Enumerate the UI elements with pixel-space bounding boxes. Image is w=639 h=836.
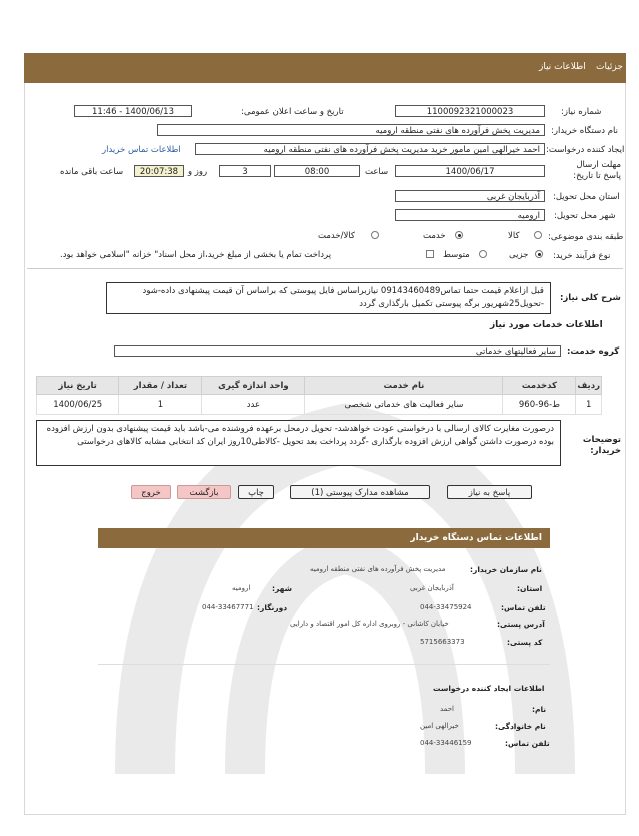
contact-postal-value: 5715663373 <box>420 638 465 646</box>
contact-fax-label: دورنگار: <box>257 603 288 612</box>
attachments-button[interactable]: مشاهده مدارک پیوستی (1) <box>290 485 430 499</box>
radio-medium-label: متوسط <box>443 250 470 260</box>
deadline-date-field: 1400/06/17 <box>395 165 545 177</box>
announce-field: 1400/06/13 - 11:46 <box>74 105 192 117</box>
services-section-title: اطلاعات خدمات مورد نیاز <box>490 320 603 330</box>
col-header: تاریخ نیاز <box>37 377 119 395</box>
table-cell: ط-96-960 <box>503 395 576 415</box>
need-number-field: 1100092321000023 <box>395 105 545 117</box>
service-group-field: سایر فعالیتهای خدماتی <box>114 345 561 357</box>
tab-need-info[interactable]: اطلاعات نیاز <box>539 62 586 72</box>
col-header: نام خدمت <box>305 377 503 395</box>
deadline-label: مهلت ارسال پاسخ تا تاریخ: <box>573 160 621 181</box>
contact-phone-value: 044-33475924 <box>420 603 472 611</box>
table-cell: 1 <box>119 395 202 415</box>
contact-city-label: شهر: <box>272 584 292 593</box>
col-header: کدخدمت <box>503 377 576 395</box>
radio-goods[interactable] <box>534 231 542 239</box>
service-group-label: گروه خدمت: <box>567 347 620 357</box>
process-label: نوع فرآیند خرید: <box>553 251 611 261</box>
tab-details[interactable]: جزئیات <box>596 62 623 72</box>
table-header-row <box>37 377 602 395</box>
print-button[interactable]: چاپ <box>238 485 274 499</box>
buyer-org-field: مدیریت پخش فرآورده های نفتی منطقه ارومیه <box>157 124 545 136</box>
creator-family-label: نام خانوادگی: <box>495 722 546 731</box>
creator-field: احمد خیرالهی امین مامور خرید مدیریت پخش فرآورده های نفتی منطقه ارومیه <box>195 143 545 155</box>
need-number-label: شماره نیاز: <box>561 107 602 117</box>
contact-fax-value: 044-33467771 <box>202 603 254 611</box>
radio-partial[interactable] <box>535 250 543 258</box>
table-cell: سایر فعالیت های خدماتی شخصی <box>305 395 503 415</box>
contact-org-label: نام سازمان خریدار: <box>470 565 542 574</box>
time-label: ساعت <box>365 167 389 177</box>
buyer-notes-box: درصورت مغایرت کالای ارسالی با درخواستی عودت خواهدشد- تحویل درمحل برعهده فروشنده می-باشد باید قیمت پیشنهادی بدون ارزش افزوده بوده درصورت داشتن گواهی ارزش افزوده بارگذاری -گردد پرداخت بعد تحویل -کالاطی10روز ایران کد انتخابی مشابه کالاهای درخواستی <box>36 420 561 466</box>
remaining-label: ساعت باقی مانده <box>60 167 124 177</box>
payment-note: پرداخت تمام یا بخشی از مبلغ خرید،از محل اسناد" خزانه "اسلامی خواهد بود. <box>60 250 332 260</box>
creator-label: ایجاد کننده درخواست: <box>546 145 625 155</box>
creator-family-value: خیرالهی امین <box>420 722 459 730</box>
creator-phone-label: تلفن تماس: <box>505 739 550 748</box>
general-desc-box: قبل ازاعلام قیمت حتما تماس09143460489 نیازبراساس فایل پیوستی که براساس آن قیمت پیشنهادی داده-شود -تحویل25شهریور برگه پیوستی تکمیل بارگذاری گردد <box>106 282 551 314</box>
table-cell: عدد <box>202 395 305 415</box>
deadline-time-field: 08:00 <box>274 165 360 177</box>
province-field: آذربایجان غربی <box>395 190 545 202</box>
buyer-org-label: نام دستگاه خریدار: <box>551 126 618 136</box>
table-cell: 1 <box>576 395 602 415</box>
creator-name-value: احمد <box>440 705 454 713</box>
contact-province-value: آذربایجان غربی <box>410 584 454 592</box>
creator-phone-value: 044-33446159 <box>420 739 472 747</box>
province-label: استان محل تحویل: <box>553 192 620 202</box>
contact-city-value: ارومیه <box>232 584 251 592</box>
radio-service[interactable] <box>455 231 463 239</box>
city-field: ارومیه <box>395 209 545 221</box>
radio-service-label: خدمت <box>423 231 446 241</box>
table-row <box>37 395 602 415</box>
category-label: طبقه بندی موضوعی: <box>548 232 624 242</box>
contact-address-label: آدرس پستی: <box>497 620 545 629</box>
exit-button[interactable]: خروج <box>131 485 171 499</box>
contact-phone-label: تلفن تماس: <box>501 603 546 612</box>
contact-address-value: خیابان کاشانی - روبروی اداره کل امور اقتصاد و دارایی <box>290 620 449 628</box>
general-desc-label: شرح کلی نیاز: <box>560 293 621 303</box>
contact-postal-label: کد پستی: <box>507 638 543 647</box>
treasury-checkbox[interactable] <box>426 250 434 258</box>
days-remaining-field: 3 <box>219 165 271 177</box>
radio-goods-label: کالا <box>508 231 520 241</box>
announce-label: تاریخ و ساعت اعلان عمومی: <box>241 107 344 117</box>
table-cell: 1400/06/25 <box>37 395 119 415</box>
contact-province-label: استان: <box>517 584 543 593</box>
remaining-time-field: 20:07:38 <box>134 165 184 177</box>
radio-partial-label: جزیی <box>509 250 529 260</box>
buyer-contact-link[interactable]: اطلاعات تماس خریدار <box>102 145 181 155</box>
radio-goods-service-label: کالا/خدمت <box>318 231 355 241</box>
creator-name-label: نام: <box>532 705 547 714</box>
col-header: واحد اندازه گیری <box>202 377 305 395</box>
radio-goods-service[interactable] <box>371 231 379 239</box>
days-label: روز و <box>188 167 208 177</box>
radio-medium[interactable] <box>479 250 487 258</box>
contact-org-value: مدیریت پخش فرآورده های نفتی منطقه ارومیه <box>310 565 446 573</box>
divider <box>27 268 623 269</box>
col-header: ردیف <box>576 377 602 395</box>
contact-divider <box>98 664 550 665</box>
buyer-notes-label: توضیحات خریدار: <box>582 435 621 456</box>
top-nav-bar <box>24 53 626 83</box>
back-button[interactable]: بازگشت <box>177 485 231 499</box>
city-label: شهر محل تحویل: <box>554 211 616 221</box>
reply-button[interactable]: پاسخ به نیاز <box>447 485 532 499</box>
creator-info-header: اطلاعات ایجاد کننده درخواست <box>433 684 545 693</box>
col-header: تعداد / مقدار <box>119 377 202 395</box>
contact-header: اطلاعات تماس دستگاه خریدار <box>98 528 550 548</box>
services-table <box>36 376 602 415</box>
